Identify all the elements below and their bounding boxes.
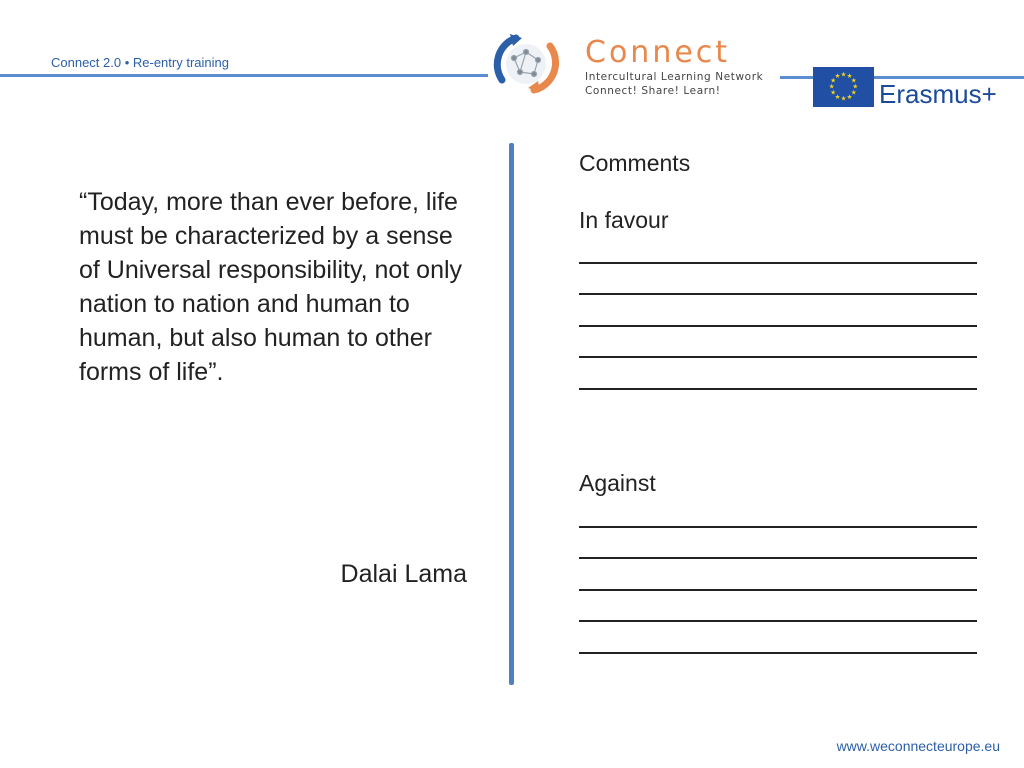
erasmus-logo-text: Erasmus+ bbox=[879, 79, 997, 109]
in-favour-label: In favour bbox=[579, 207, 669, 233]
svg-text:★: ★ bbox=[834, 93, 841, 101]
against-answer-line[interactable] bbox=[579, 622, 977, 654]
quote-text: “Today, more than ever before, life must be characterized by a sense of Universal responsibility, not only nation to nation and human to human, but also human to other forms of life”. bbox=[79, 188, 463, 386]
globe-arrows-icon bbox=[488, 30, 564, 96]
connect-brand-slogan: Connect! Share! Learn! bbox=[585, 85, 721, 97]
footer-url[interactable]: www.weconnecteurope.eu bbox=[836, 738, 1000, 754]
svg-text:★: ★ bbox=[850, 88, 857, 97]
svg-text:★: ★ bbox=[830, 88, 837, 97]
svg-text:★: ★ bbox=[830, 76, 837, 85]
against-answer-line[interactable] bbox=[579, 559, 977, 591]
svg-text:★: ★ bbox=[840, 94, 847, 103]
svg-text:★: ★ bbox=[846, 72, 853, 80]
svg-text:★: ★ bbox=[852, 82, 859, 91]
svg-text:★: ★ bbox=[828, 82, 835, 91]
in-favour-answer-line[interactable] bbox=[579, 232, 977, 264]
in-favour-answer-line[interactable] bbox=[579, 327, 977, 359]
against-lines bbox=[579, 496, 977, 654]
against-answer-line[interactable] bbox=[579, 528, 977, 560]
connect-brand-name: Connect bbox=[585, 35, 731, 70]
in-favour-lines bbox=[579, 232, 977, 390]
eu-flag-icon bbox=[813, 67, 874, 107]
header-rule-left bbox=[0, 74, 488, 77]
connect-brand-tagline: Intercultural Learning Network bbox=[585, 71, 764, 83]
svg-text:★: ★ bbox=[840, 70, 847, 79]
in-favour-answer-line[interactable] bbox=[579, 358, 977, 390]
comments-title: Comments bbox=[579, 150, 691, 176]
svg-text:★: ★ bbox=[850, 76, 857, 85]
connect-brand bbox=[585, 36, 763, 98]
in-favour-answer-line[interactable] bbox=[579, 295, 977, 327]
against-label: Against bbox=[579, 470, 656, 496]
against-answer-line[interactable] bbox=[579, 591, 977, 623]
vertical-divider bbox=[509, 143, 514, 685]
quote-author: Dalai Lama bbox=[340, 560, 467, 588]
against-answer-line[interactable] bbox=[579, 496, 977, 528]
header-label: Connect 2.0 • Re-entry training bbox=[51, 55, 229, 70]
in-favour-answer-line[interactable] bbox=[579, 264, 977, 296]
svg-text:★: ★ bbox=[846, 93, 853, 101]
svg-text:★: ★ bbox=[834, 72, 841, 80]
